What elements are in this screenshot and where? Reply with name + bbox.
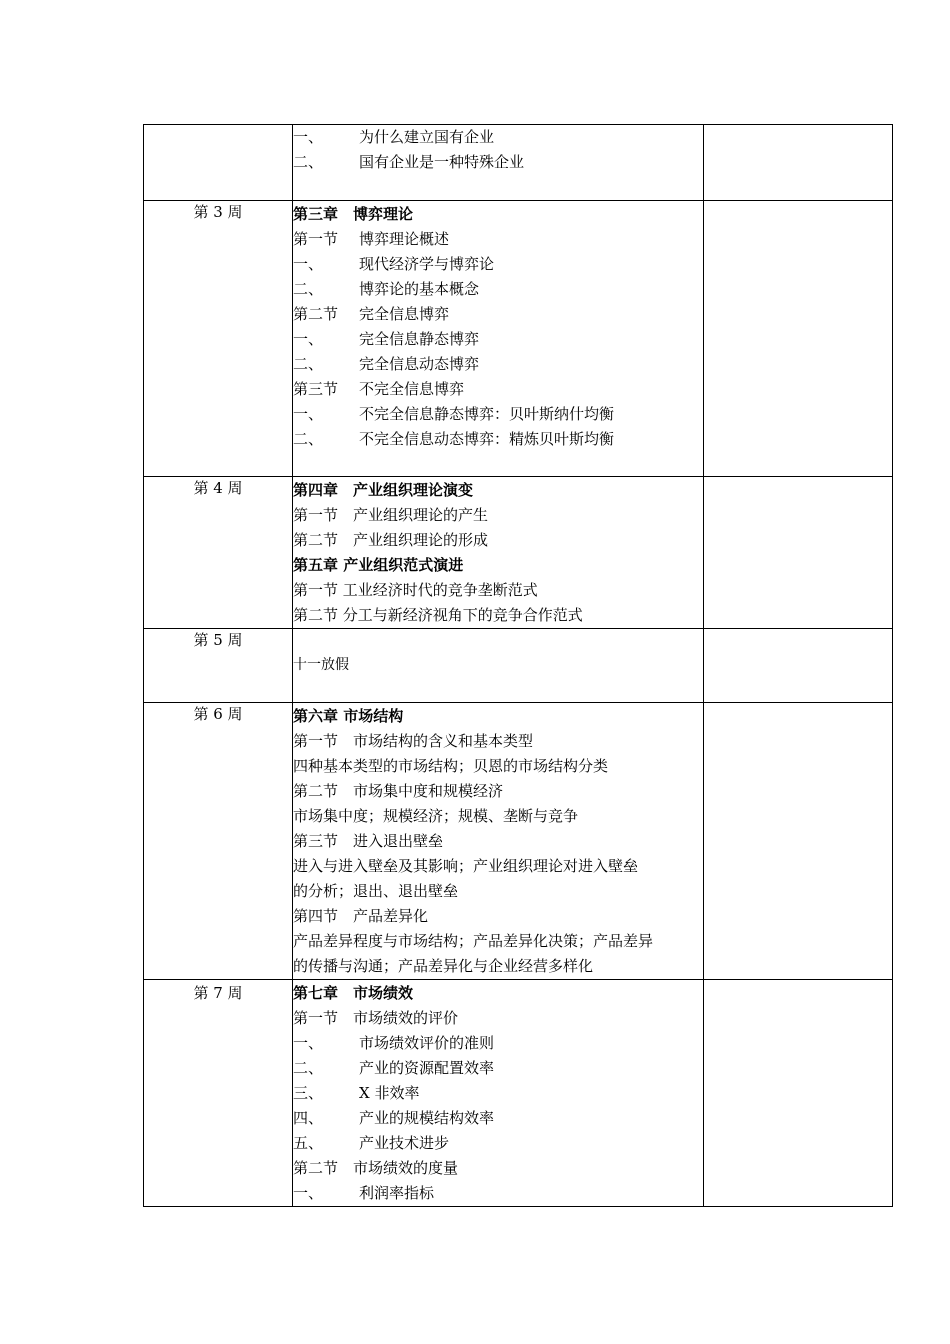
item-number: 一、 bbox=[293, 255, 324, 273]
content-line bbox=[293, 1056, 703, 1081]
week-label: 第 3 周 bbox=[193, 203, 243, 221]
item-number: 一、 bbox=[293, 1184, 324, 1202]
section-number: 第二节 bbox=[293, 305, 339, 323]
content-line bbox=[293, 829, 703, 854]
line-text: 为什么建立国有企业 bbox=[359, 128, 495, 146]
chapter-heading bbox=[293, 202, 703, 227]
content-cell bbox=[293, 201, 704, 477]
content-line bbox=[293, 402, 703, 427]
line-text: 不完全信息博弈 bbox=[359, 380, 465, 398]
content-line bbox=[293, 503, 703, 528]
notes-cell bbox=[704, 125, 893, 201]
schedule-body bbox=[144, 125, 893, 1207]
content-cell bbox=[293, 125, 704, 201]
content-line bbox=[293, 779, 703, 804]
line-text: 的分析；退出、退出壁垒 bbox=[293, 882, 459, 900]
schedule-row bbox=[144, 703, 893, 980]
week-cell bbox=[144, 703, 293, 980]
content-line bbox=[293, 1106, 703, 1131]
content-line bbox=[293, 125, 703, 150]
notes-cell bbox=[704, 477, 893, 629]
line-text: 博弈理论概述 bbox=[359, 230, 450, 248]
week-cell bbox=[144, 629, 293, 703]
content-line bbox=[293, 1156, 703, 1181]
item-number: 五、 bbox=[293, 1134, 324, 1152]
chapter-heading bbox=[293, 981, 703, 1006]
chapter-heading bbox=[293, 553, 703, 578]
content-line bbox=[293, 327, 703, 352]
content-cell bbox=[293, 703, 704, 980]
content-line bbox=[293, 150, 703, 175]
schedule-row bbox=[144, 980, 893, 1207]
line-text: 第四节 产品差异化 bbox=[293, 907, 429, 925]
content-line bbox=[293, 578, 703, 603]
line-text: 第一节 市场绩效的评价 bbox=[293, 1009, 459, 1027]
item-number: 二、 bbox=[293, 1059, 324, 1077]
section-number: 第三节 bbox=[293, 380, 339, 398]
line-text: 第一节 产业组织理论的产生 bbox=[293, 506, 489, 524]
item-number: 一、 bbox=[293, 128, 324, 146]
line-text: 博弈论的基本概念 bbox=[359, 280, 480, 298]
line-text: 的传播与沟通；产品差异化与企业经营多样化 bbox=[293, 957, 594, 975]
line-text: X 非效率 bbox=[359, 1084, 420, 1102]
line-text: 不完全信息静态博弈：贝叶斯纳什均衡 bbox=[359, 405, 615, 423]
content-line bbox=[293, 804, 703, 829]
line-text: 第二节 产业组织理论的形成 bbox=[293, 531, 489, 549]
line-text: 完全信息博弈 bbox=[359, 305, 450, 323]
item-number: 一、 bbox=[293, 1034, 324, 1052]
line-text: 十一放假 bbox=[293, 657, 349, 673]
notes-cell bbox=[704, 201, 893, 477]
week-label: 第 4 周 bbox=[193, 479, 243, 497]
notes-cell bbox=[704, 703, 893, 980]
week-cell bbox=[144, 201, 293, 477]
content-line bbox=[293, 729, 703, 754]
content-line bbox=[293, 427, 703, 452]
schedule-row bbox=[144, 629, 893, 703]
line-text: 国有企业是一种特殊企业 bbox=[359, 153, 525, 171]
course-schedule-table bbox=[143, 124, 893, 1207]
line-text: 第六章 市场结构 bbox=[293, 707, 404, 725]
line-text: 现代经济学与博弈论 bbox=[359, 255, 495, 273]
content-line bbox=[293, 1181, 703, 1206]
content-line bbox=[293, 904, 703, 929]
week-label: 第 7 周 bbox=[193, 984, 243, 1002]
content-cell bbox=[293, 629, 704, 703]
line-text: 第三章 博弈理论 bbox=[293, 205, 414, 223]
content-line bbox=[293, 653, 703, 678]
content-line bbox=[293, 1131, 703, 1156]
content-cell bbox=[293, 477, 704, 629]
content-line bbox=[293, 854, 703, 879]
item-number: 三、 bbox=[293, 1084, 324, 1102]
week-cell bbox=[144, 125, 293, 201]
schedule-row bbox=[144, 477, 893, 629]
schedule-row bbox=[144, 125, 893, 201]
schedule-row bbox=[144, 201, 893, 477]
line-text: 第七章 市场绩效 bbox=[293, 984, 414, 1002]
week-cell bbox=[144, 980, 293, 1207]
item-number: 二、 bbox=[293, 280, 324, 298]
line-text: 第五章 产业组织范式演进 bbox=[293, 556, 464, 574]
content-line bbox=[293, 1031, 703, 1056]
content-line bbox=[293, 277, 703, 302]
line-text: 进入与进入壁垒及其影响；产业组织理论对进入壁垒 bbox=[293, 857, 639, 875]
content-line bbox=[293, 929, 703, 954]
week-cell bbox=[144, 477, 293, 629]
line-text: 市场集中度；规模经济；规模、垄断与竞争 bbox=[293, 807, 579, 825]
item-number: 一、 bbox=[293, 330, 324, 348]
item-number: 二、 bbox=[293, 430, 324, 448]
chapter-heading bbox=[293, 704, 703, 729]
content-line bbox=[293, 954, 703, 979]
line-text: 第二节 市场绩效的度量 bbox=[293, 1159, 459, 1177]
item-number: 四、 bbox=[293, 1109, 324, 1127]
line-text: 完全信息静态博弈 bbox=[359, 330, 480, 348]
notes-cell bbox=[704, 629, 893, 703]
line-text: 利润率指标 bbox=[359, 1184, 435, 1202]
line-text: 第二节 市场集中度和规模经济 bbox=[293, 782, 504, 800]
line-text: 第三节 进入退出壁垒 bbox=[293, 832, 444, 850]
line-text: 第四章 产业组织理论演变 bbox=[293, 481, 474, 499]
content-line bbox=[293, 227, 703, 252]
section-number: 第一节 bbox=[293, 230, 339, 248]
line-text: 完全信息动态博弈 bbox=[359, 355, 480, 373]
line-text: 产业技术进步 bbox=[359, 1134, 450, 1152]
line-text: 第一节 工业经济时代的竞争垄断范式 bbox=[293, 581, 538, 599]
content-line bbox=[293, 603, 703, 628]
line-text: 产品差异程度与市场结构；产品差异化决策；产品差异 bbox=[293, 932, 654, 950]
item-number: 一、 bbox=[293, 405, 324, 423]
content-line bbox=[293, 754, 703, 779]
line-text: 第二节 分工与新经济视角下的竞争合作范式 bbox=[293, 606, 583, 624]
week-label: 第 5 周 bbox=[193, 631, 243, 649]
week-label: 第 6 周 bbox=[193, 705, 243, 723]
content-line bbox=[293, 377, 703, 402]
line-text: 产业的资源配置效率 bbox=[359, 1059, 495, 1077]
line-text: 产业的规模结构效率 bbox=[359, 1109, 495, 1127]
content-line bbox=[293, 528, 703, 553]
line-text: 四种基本类型的市场结构；贝恩的市场结构分类 bbox=[293, 757, 609, 775]
item-number: 二、 bbox=[293, 355, 324, 373]
line-text: 第一节 市场结构的含义和基本类型 bbox=[293, 732, 534, 750]
line-text: 不完全信息动态博弈：精炼贝叶斯均衡 bbox=[359, 430, 615, 448]
notes-cell bbox=[704, 980, 893, 1207]
content-line bbox=[293, 252, 703, 277]
chapter-heading bbox=[293, 478, 703, 503]
content-line bbox=[293, 302, 703, 327]
item-number: 二、 bbox=[293, 153, 324, 171]
content-cell bbox=[293, 980, 704, 1207]
content-line bbox=[293, 879, 703, 904]
line-text: 市场绩效评价的准则 bbox=[359, 1034, 495, 1052]
content-line bbox=[293, 352, 703, 377]
content-line bbox=[293, 1006, 703, 1031]
content-line bbox=[293, 1081, 703, 1106]
